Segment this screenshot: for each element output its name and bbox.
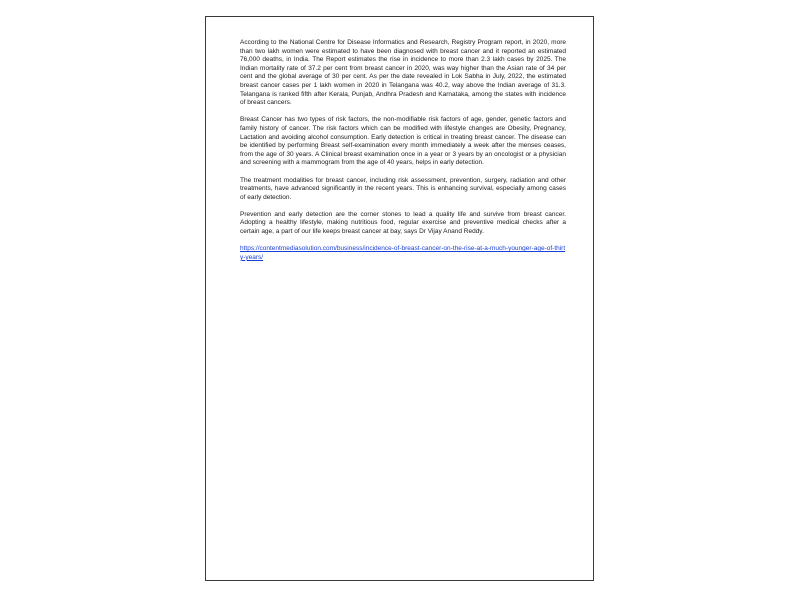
paragraph-risk-factors: Breast Cancer has two types of risk factors, the non-modifiable risk factors of age, gender, genetic factors and family history of cancer. The risk factors which can be modified with lifestyle changes are Obesity, Pregnancy, Lactation and avoiding alcohol consumption. Early detection is critical in treating breast cancer. The disease can be identified by performing Breast self-examination every month immediately a week after the menses ceases, from the age of 30 years. A Clinical breast examination once in a year or 3 years by an oncologist or a physician and screening with a mammogram from the age of 40 years, helps in early detection. xyxy=(240,116,566,167)
paragraph-statistics: According to the National Centre for Disease Informatics and Research, Registry Program report, in 2020, more than two lakh women were estimated to have been diagnosed with breast cancer and it reported an estimated 76,000 deaths, in India. The Report estimates the rise in incidence to more than 2.3 lakh cases by 2025. The Indian mortality rate of 37.2 per cent from breast cancer in 2020, was way higher than the Asian rate of 34 per cent and the global average of 30 per cent. As per the date revealed in Lok Sabha in July, 2022, the estimated breast cancer cases per 1 lakh women in 2020 in Telangana was 40.2, way above the Indian average of 31.3. Telangana is ranked fifth after Kerala, Punjab, Andhra Pradesh and Karnataka, among the states with incidence of breast cancers. xyxy=(240,39,566,107)
document-body xyxy=(240,39,566,262)
paragraph-prevention: Prevention and early detection are the corner stones to lead a quality life and survive from breast cancer. Adopting a healthy lifestyle, making nutritious food, regular exercise and preventive medical checks after a certain age, a part of our life keeps breast cancer at bay, says Dr Vijay Anand Reddy. xyxy=(240,210,566,236)
source-link[interactable]: https://contentmediasolution.com/business/incidence-of-breast-cancer-on-the-rise-at-a-much-younger-age-of-thirty-years/ xyxy=(240,245,566,261)
document-page xyxy=(205,16,594,581)
paragraph-treatment: The treatment modalities for breast cancer, including risk assessment, prevention, surgery, radiation and other treatments, have advanced significantly in the recent years. This is enhancing survival, especially among cases of early detection. xyxy=(240,176,566,201)
